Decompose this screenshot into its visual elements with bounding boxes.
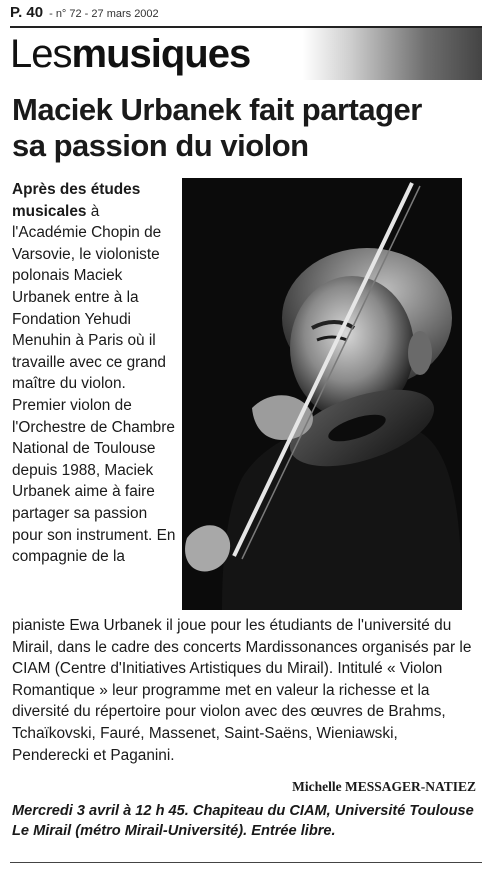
violinist-photo — [182, 178, 462, 610]
article-column-text — [12, 179, 177, 568]
headline-line-2: sa passion du violon — [12, 128, 309, 163]
event-info: Mercredi 3 avril à 12 h 45. Chapiteau du CIAM, Université Toulouse Le Mirail (métro Mirail-Université). Entrée libre. — [12, 803, 474, 839]
article-author: Michelle MESSAGER-NATIEZ — [292, 779, 476, 794]
column-body: à l'Académie Chopin de Varsovie, le violoniste polonais Maciek Urbanek entre à la Fondation Yehudi Menuhin à Paris où il travaille avec ce grand maître du violon. Premier violon de l'Orchestre de Chambre National de Toulouse depuis 1988, Maciek Urbanek aime à faire partager sa passion pour son instrument. En compagnie de la — [12, 202, 176, 566]
page-number: P. 40 — [10, 4, 44, 21]
section-banner — [10, 26, 482, 80]
section-prefix: Les — [10, 31, 72, 76]
bottom-rule — [10, 862, 482, 863]
article-wide-text: pianiste Ewa Urbanek il joue pour les étudiants de l'université du Mirail, dans le cadre des concerts Mardissonances organisés par le CIAM (Centre d'Initiatives Artistiques du Mirail). Intitulé « Violon Romantique » leur programme met en valeur la richesse et la diversité du répertoire pour violon avec des œuvres de Brahms, Tchaïkovski, Fauré, Massenet, Saint-Saëns, Wieniawski, Penderecki et Paganini. — [12, 617, 472, 764]
article-headline — [12, 92, 478, 164]
violinist-illustration — [182, 178, 462, 610]
headline-line-1: Maciek Urbanek fait partager — [12, 92, 422, 127]
page-header — [10, 4, 480, 22]
lead-in: Après des études musicales — [12, 181, 141, 220]
issue-info: - n° 72 - 27 mars 2002 — [49, 8, 159, 20]
section-name: musiques — [71, 31, 251, 76]
